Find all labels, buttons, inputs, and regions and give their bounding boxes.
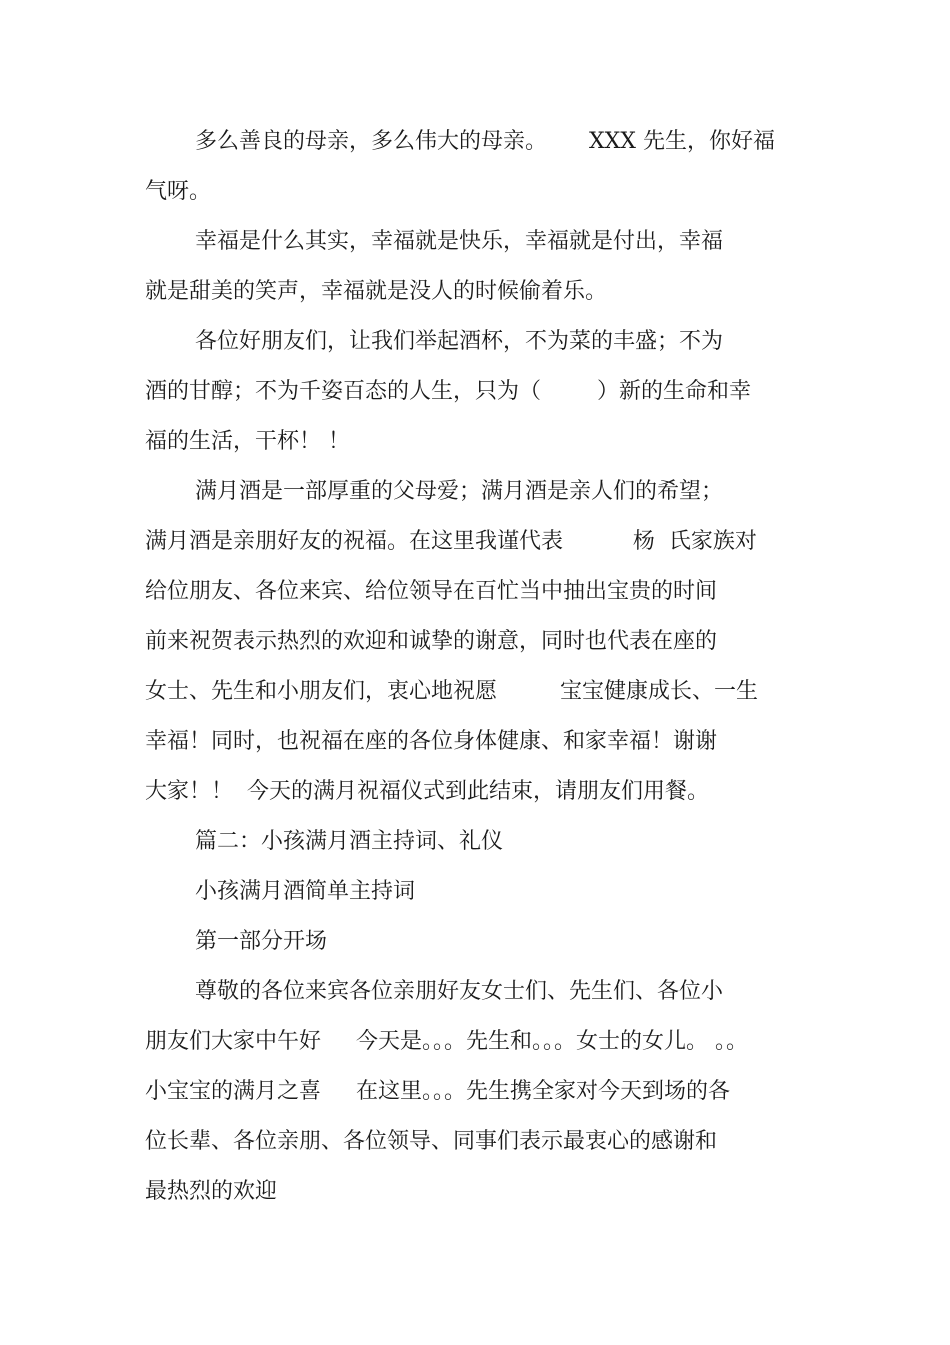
text-line: 满月酒是一部厚重的父母爱；满月酒是亲人们的希望； <box>195 479 724 504</box>
part-heading: 第一部分开场 <box>195 929 328 954</box>
text-line: 各位好朋友们，让我们举起酒杯，不为菜的丰盛；不为 <box>195 329 724 354</box>
text-line: 尊敬的各位来宾各位亲朋好友女士们、先生们、各位小 <box>195 979 724 1004</box>
text-line: 朋友们大家中午好 今天是。。。先生和。。。女士的女儿。 。。 <box>145 1029 748 1054</box>
text-line: 幸福是什么其实，幸福就是快乐，幸福就是付出，幸福 <box>195 229 724 254</box>
text-line: 小宝宝的满月之喜 在这里。。。先生携全家对今天到场的各 <box>145 1079 730 1104</box>
text-line: 女士、先生和小朋友们，衷心地祝愿 宝宝健康成长、一生 <box>145 679 758 704</box>
text-line: 气呀。 <box>145 179 212 204</box>
text-line: 给位朋友、各位来宾、给位领导在百忙当中抽出宝贵的时间 <box>145 579 718 604</box>
text-line: 幸福！同时，也祝福在座的各位身体健康、和家幸福！谢谢 <box>145 729 718 754</box>
text-line: 酒的甘醇；不为千姿百态的人生，只为（ ）新的生命和幸 <box>145 379 751 404</box>
text-line: 多么善良的母亲，多么伟大的母亲。 XXX 先生，你好福 <box>195 129 775 154</box>
text-line: 大家！！ 今天的满月祝福仪式到此结束，请朋友们用餐。 <box>145 779 709 804</box>
text-line: 就是甜美的笑声，幸福就是没人的时候偷着乐。 <box>145 279 608 304</box>
text-line: 最热烈的欢迎 <box>145 1179 278 1204</box>
text-line: 前来祝贺表示热烈的欢迎和诚挚的谢意，同时也代表在座的 <box>145 629 718 654</box>
text-line: 满月酒是亲朋好友的祝福。在这里我谨代表 杨 氏家族对 <box>145 529 757 554</box>
text-line: 位长辈、各位亲朋、各位领导、同事们表示最衷心的感谢和 <box>145 1129 718 1154</box>
section-heading: 篇二：小孩满月酒主持词、礼仪 <box>195 829 504 854</box>
section-subheading: 小孩满月酒简单主持词 <box>195 879 416 904</box>
text-line: 福的生活，干杯！ ！ <box>145 429 350 454</box>
